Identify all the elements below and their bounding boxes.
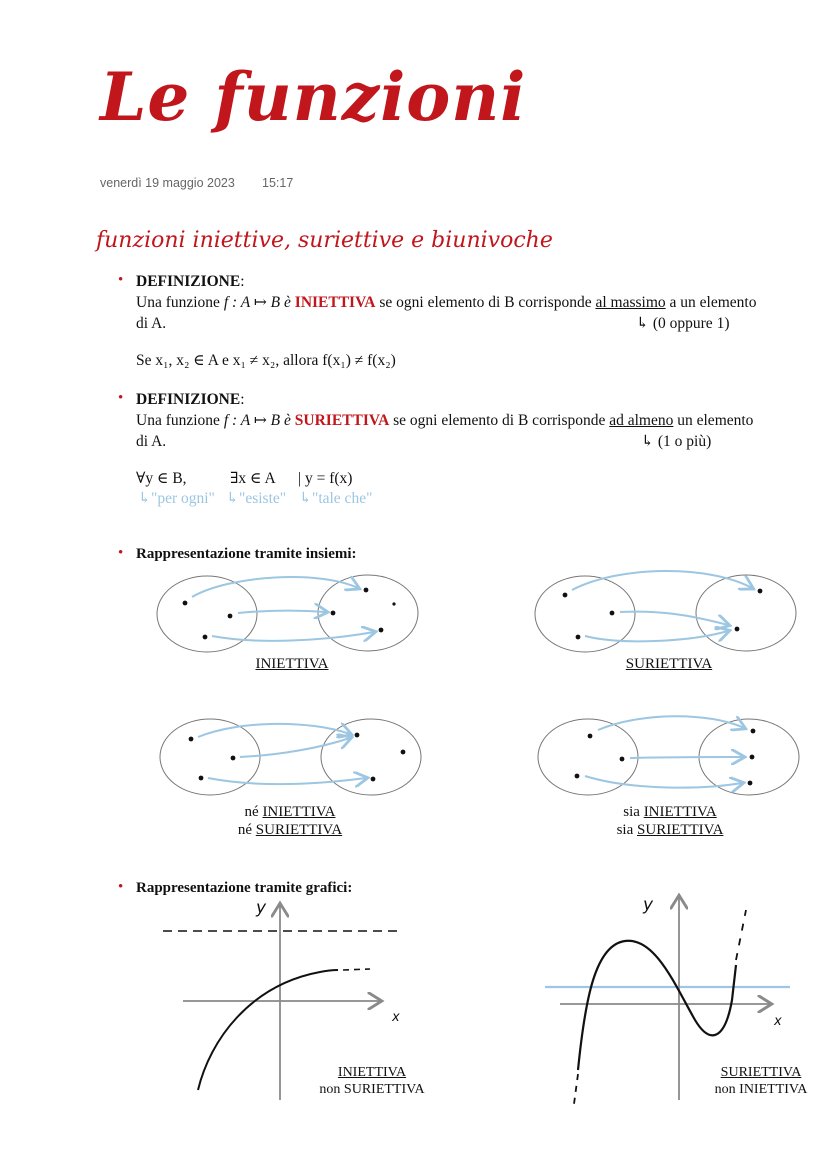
definition-2: DEFINIZIONE: Una funzione f : A ↦ B è SURIETTIVA se ogni elemento di B corrisponde ad almeno un elemento di A. ↳ (1 o più) (136, 391, 754, 450)
text: un elemento (673, 412, 754, 429)
text: né (244, 804, 263, 820)
definition-1: DEFINIZIONE: Una funzione f : A ↦ B è INIETTIVA se ogni elemento di B corrisponde al massimo a un elemento di A. ↳ (0 oppure 1) (136, 273, 757, 332)
bullet-dot: • (118, 390, 124, 406)
such-that: | y = f(x) (298, 470, 353, 487)
section-title: funzioni iniettive, suriettive e biunivoche (96, 228, 553, 253)
gloss-tale-che: ↳"tale che" (299, 490, 373, 507)
text: sia (623, 804, 644, 820)
text: a un elemento (665, 294, 757, 311)
text: di A. (136, 315, 167, 332)
note-time: 15:17 (262, 176, 294, 190)
text: SURIETTIVA (637, 822, 724, 838)
injectivity-condition: Se x₁, x₂ ∈ A e x₁ ≠ x₂, allora f(x₁) ≠ f(x₂) (136, 352, 396, 369)
bullet-dot: • (118, 272, 124, 288)
underlined-text: al massimo (595, 294, 666, 311)
graphs-heading: Rappresentazione tramite grafici: (136, 880, 353, 896)
diagram-suriettiva (535, 571, 796, 652)
text: sia (616, 822, 638, 838)
x-axis-label: x (774, 1014, 782, 1029)
note: ↳ (0 oppure 1) (636, 315, 730, 332)
page-title: Le funzioni (100, 58, 527, 136)
text: SURIETTIVA (255, 822, 343, 838)
y-axis-label: y (643, 895, 654, 915)
text: non INIETTIVA (714, 1082, 808, 1097)
gloss-per-ogni: ↳"per ogni" (138, 490, 215, 507)
caption-graph-2 (702, 1064, 820, 1098)
text: Una funzione (136, 412, 224, 429)
bullet-dot: • (118, 879, 124, 895)
text: se ogni elemento di B corrisponde (375, 294, 596, 311)
definition-heading: DEFINIZIONE (136, 273, 241, 290)
caption-suriettiva: SURIETTIVA (625, 656, 713, 672)
diagram-iniettiva (157, 575, 418, 652)
text: INIETTIVA (262, 804, 336, 820)
bullet-dot: • (118, 545, 124, 561)
text: di A. (136, 433, 167, 450)
gloss-esiste: ↳"esiste" (226, 490, 287, 507)
underlined-text: ad almeno (609, 412, 674, 429)
x-axis-label: x (392, 1010, 400, 1025)
sets-heading: Rappresentazione tramite insiemi: (136, 546, 357, 562)
text: INIETTIVA (337, 1065, 407, 1080)
function-map: f : A ↦ B è (223, 412, 295, 429)
diagram-ne-ne (160, 719, 421, 795)
caption-iniettiva: INIETTIVA (255, 656, 329, 672)
keyword-suriettiva: SURIETTIVA (294, 412, 390, 429)
diagram-sia-sia (538, 716, 799, 795)
y-axis-label: y (256, 898, 267, 918)
text: non SURIETTIVA (319, 1082, 425, 1097)
keyword-iniettiva: INIETTIVA (294, 294, 376, 311)
caption-ne-ne (210, 803, 370, 839)
text: Una funzione (136, 294, 224, 311)
definition-heading: DEFINIZIONE (136, 391, 241, 408)
quantifier-exists: ∃x ∈ A (230, 470, 276, 487)
caption-graph-1 (302, 1064, 442, 1098)
quantifier-forall: ∀y ∈ B, (136, 470, 187, 487)
text: se ogni elemento di B corrisponde (389, 412, 610, 429)
text: né (237, 822, 256, 838)
note-date: venerdì 19 maggio 2023 (100, 176, 235, 190)
text: INIETTIVA (643, 804, 717, 820)
caption-sia-sia (590, 803, 750, 839)
function-map: f : A ↦ B è (223, 294, 295, 311)
text: SURIETTIVA (720, 1065, 802, 1080)
note: ↳ (1 o più) (641, 433, 712, 450)
